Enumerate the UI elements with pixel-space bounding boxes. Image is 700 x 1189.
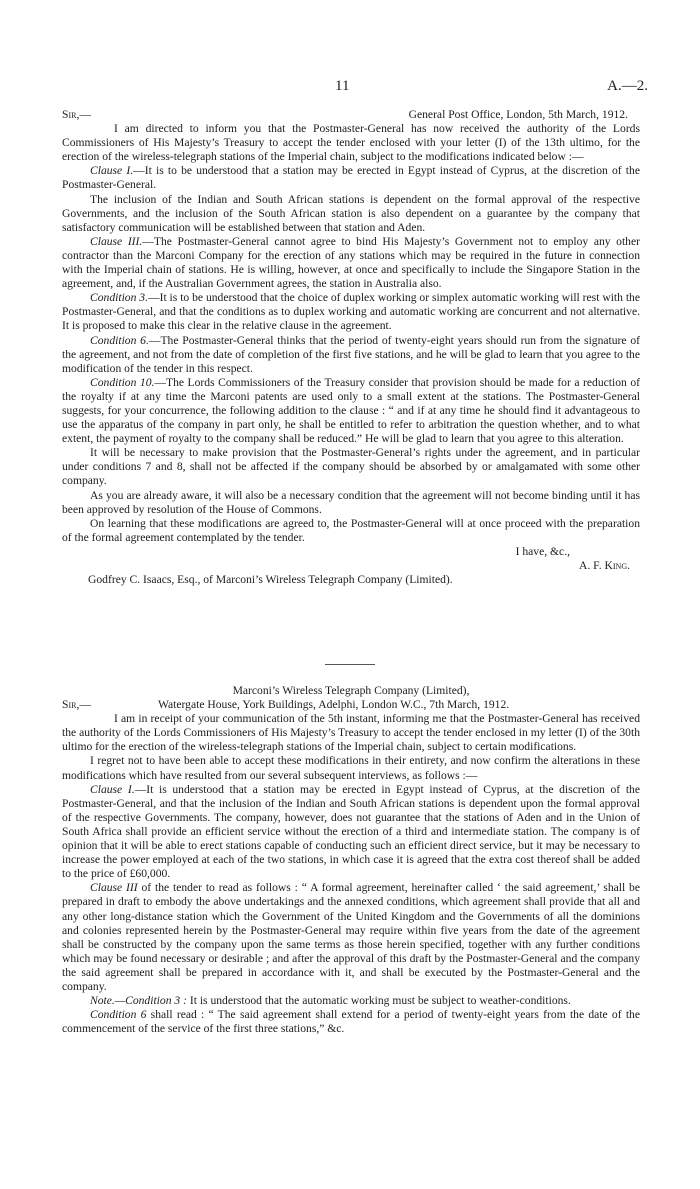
note-label: Note.—Condition 3 : [90,994,187,1008]
clause-label: Clause I. [90,164,134,178]
paragraph-intro: I am in receipt of your communication of the 5th instant, informing me that the Postmaster-General has received the authority of the Lords Commissioners of His Majesty’s Treasury to accept the tender enclosed in my letter (I) of the 30th ultimo for the erection of the wireless-telegraph stations of the Imperial chain, subject to certain modifications. [62,712,640,754]
paragraph-note: Note.—Condition 3 : It is understood that the automatic working must be subject to weather-conditions. [90,994,571,1008]
condition-label: Condition 3. [90,291,148,305]
signature: A. F. King. [579,559,630,572]
company-name: Marconi’s Wireless Telegraph Company (Limited), [232,684,470,697]
paragraph-binding: As you are already aware, it will also be a necessary condition that the agreement will not become binding until it has been approved by resolution of the House of Commons. [62,488,640,516]
condition-label: Condition 6. [90,333,149,347]
section-divider [325,664,375,665]
company-heading [62,684,640,698]
signoff: I have, &c., [515,544,570,558]
paragraph-india: The inclusion of the Indian and South African stations is dependent on the formal approval of the respective Governments, and the inclusion of the South African station is also dependent on a guarantee by the company that satisfactory communication will be established between that station and Aden. [62,192,640,234]
condition-label: Condition 10. [90,375,155,389]
letter-heading [62,698,640,712]
salutation: Sir,— [62,108,91,121]
paragraph-intro: I am directed to inform you that the Postmaster-General has now received the authority of the Lords Commissioners of His Majesty’s Treasury to accept the tender enclosed with your letter (I) of the 13th ultimo, for the erection of the wireless-telegraph stations of the Imperial chain, subject to the modifications indicated below :— [62,122,640,164]
letter-heading [62,108,640,122]
paragraph-clause-1: Clause I.—It is understood that a station may be erected in Egypt instead of Cyprus, at the discretion of the Postmaster-General, and that the inclusion of the Indian and South African stations is dependent upon the formal approval of the respective Governments. The company, however, does not guarantee that the stations of Aden and in the Union of South Africa shall provide an efficient service without the erection of a third and intermediate station. The company is of opinion that it will be able to erect stations capable of conducting such an efficient direct service, but it may be necessary to increase the power employed at each of the two stations, in which case it is agreed that the extra cost thereof shall be added to the price of £60,000. [62,782,640,881]
paragraph-condition-10: Condition 10.—The Lords Commissioners of the Treasury consider that provision should be made for a reduction of the royalty if at any time the Marconi patents are used only to a small extent at the stations. The Postmaster-General suggests, for your concurrence, the following addition to the clause : “ and if at any time he should find it advantageous to use the apparatus of the company in part only, he shall be entitled to refer to arbitration the question whether, and to what extent, the payment of royalty to the company shall be reduced.” He will be glad to learn that you agree to this alteration. [62,375,640,446]
paragraph-rights: It will be necessary to make provision that the Postmaster-General’s rights under the agreement, and in particular under conditions 7 and 8, shall not be affected if the company should be absorbed by or amalgamated with some other company. [62,446,640,488]
letter-postmaster [62,108,640,587]
addressee: Godfrey C. Isaacs, Esq., of Marconi’s Wireless Telegraph Company (Limited). [88,573,453,587]
condition-label: Condition 6 [90,1008,147,1022]
clause-label: Clause I. [90,782,135,796]
page-reference: A.—2. [607,78,648,94]
paragraph-condition-3: Condition 3.—It is to be understood that the choice of duplex working or simplex automatic working will rest with the Postmaster-General, and that the conditions as to duplex working and automatic working are concurrent and not alternative. It is proposed to make this clear in the relative clause in the agreement. [62,291,640,333]
paragraph-clause-1: Clause I.—It is to be understood that a station may be erected in Egypt instead of Cyprus, at the discretion of the Postmaster-General. [62,164,640,192]
page-number: 11 [335,78,350,94]
clause-label: Clause III. [90,234,143,248]
paragraph-condition-6: Condition 6 shall read : “ The said agreement shall extend for a period of twenty-eight years from the date of the commencement of the service of the first three stations,” &c. [62,1008,640,1036]
paragraph-clause-3: Clause III of the tender to read as follows : “ A formal agreement, hereinafter called ‘ the said agreement,’ shall be prepared in draft to embody the above undertakings and the annexed conditions, which agreement shall provide that all and any other long-distance station which the Government of the United Kingdom and the Governments of all the dominions and colonies represented herein by the Postmaster-General may require within five years from the date of the agreement shall be constructed by the company upon the same terms as those herein specified, together with any further conditions which may be found necessary or desirable ; and after the approval of this draft by the Postmaster-General and the company the said agreement shall be prepared in accordance with it, and shall be executed by the Postmaster-General and the company. [62,881,640,993]
sender-address: Watergate House, York Buildings, Adelphi, London W.C., 7th March, 1912. [158,698,510,712]
paragraph-regret: I regret not to have been able to accept these modifications in their entirety, and now confirm the alterations in these modifications which have resulted from our several subsequent interviews, as follows :— [62,754,640,782]
letter-marconi [62,684,640,1036]
sender-address: General Post Office, London, 5th March, 1912. [408,108,628,121]
salutation: Sir,— [62,698,91,712]
paragraph-condition-6: Condition 6.—The Postmaster-General thinks that the period of twenty-eight years should run from the signature of the agreement, and not from the date of completion of the first five stations, and he will be glad to learn that you agree to the modification of the tender in this respect. [62,333,640,375]
clause-label: Clause III [90,881,138,895]
paragraph-clause-3: Clause III.—The Postmaster-General cannot agree to bind His Majesty’s Government not to employ any other contractor than the Marconi Company for the erection of any stations which may be required in the future in connection with the Imperial chain of stations. He is willing, however, at once and specifically to include the Singapore Station in the agreement, and, if the Australian Government agrees, the station in Australia also. [62,234,640,291]
paragraph-learning: On learning that these modifications are agreed to, the Postmaster-General will at once proceed with the preparation of the formal agreement contemplated by the tender. [62,516,640,544]
